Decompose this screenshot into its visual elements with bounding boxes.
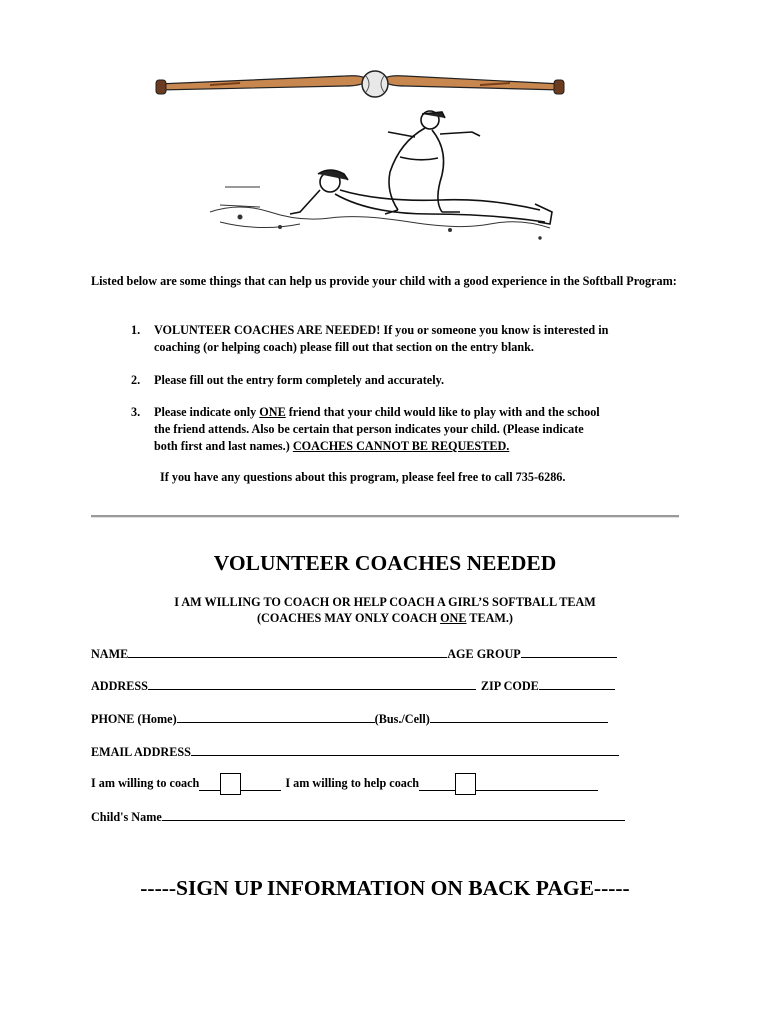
list-item-text: VOLUNTEER COACHES ARE NEEDED! If you or someone you know is interested in [154, 323, 609, 337]
list-item-number: 1. [131, 323, 141, 337]
emphasis-one: ONE [440, 611, 467, 625]
childs-name-field[interactable] [162, 820, 625, 821]
zip-field[interactable] [539, 689, 615, 690]
subheading-text: (COACHES MAY ONLY COACH [257, 611, 441, 625]
emphasis-one: ONE [259, 405, 286, 419]
blank-line [199, 790, 220, 791]
left-bat [158, 76, 365, 90]
list-item-number: 3. [131, 405, 141, 419]
name-row [91, 643, 636, 661]
list-item-text: coaching (or helping coach) please fill out that section on the entry blank. [154, 340, 534, 354]
page-title: VOLUNTEER COACHES NEEDED [213, 551, 557, 575]
signup-banner: -----SIGN UP INFORMATION ON BACK PAGE----- [140, 876, 630, 900]
coach-row [91, 770, 636, 794]
phone-home-label: PHONE (Home) [91, 712, 177, 726]
list-item-text: both first and last names.) [154, 439, 293, 453]
coaches-cannot-be-requested: COACHES CANNOT BE REQUESTED. [292, 439, 510, 453]
dust-cloud [210, 187, 550, 239]
blank-line [241, 790, 281, 791]
bus-cell-field[interactable] [430, 722, 608, 723]
contact-line: If you have any questions about this program, please feel free to call 735-6286. [160, 470, 566, 484]
zip-label: ZIP CODE [480, 679, 539, 693]
right-bat [385, 76, 562, 90]
email-label: EMAIL ADDRESS [91, 745, 191, 759]
blank-line [419, 790, 455, 791]
list-item-text: the friend attends. Also be certain that person indicates your child. (Please indicate [154, 422, 584, 436]
childs-name-label: Child's Name [91, 810, 162, 824]
coach-checkbox[interactable] [220, 773, 241, 795]
list-item-text: Please indicate only [154, 405, 260, 419]
ball [362, 71, 388, 97]
section-divider [91, 515, 679, 518]
coach-label: I am willing to coach [91, 776, 200, 790]
age-group-field[interactable] [521, 657, 617, 658]
address-row [91, 675, 636, 693]
fielder-figure [385, 111, 480, 214]
subheading: I AM WILLING TO COACH OR HELP COACH A GIRL’S SOFTBALL TEAM [174, 595, 596, 609]
intro-paragraph: Listed below are some things that can help us provide your child with a good experience in the Softball Program: [91, 274, 677, 288]
list-item-text: Please fill out the entry form completely and accurately. [154, 373, 445, 387]
help-coach-checkbox[interactable] [455, 773, 476, 795]
phone-home-field[interactable] [177, 722, 375, 723]
childs-name-row [91, 806, 636, 824]
list-item-number: 2. [131, 373, 141, 387]
bus-cell-label: (Bus./Cell) [374, 712, 430, 726]
help-coach-label: I am willing to help coach [285, 776, 420, 790]
email-field[interactable] [191, 755, 619, 756]
age-group-label: AGE GROUP [447, 647, 521, 661]
name-label: NAME [91, 647, 129, 661]
name-field[interactable] [128, 657, 447, 658]
subheading [0, 610, 770, 626]
phone-row [91, 708, 636, 726]
subheading-text: TEAM.) [466, 611, 513, 625]
runner-figure [290, 170, 552, 224]
email-row [91, 741, 636, 759]
list-item-text: friend that your child would like to play with and the school [285, 405, 600, 419]
softball-illustration [150, 62, 570, 244]
address-label: ADDRESS [91, 679, 148, 693]
address-field[interactable] [148, 689, 476, 690]
blank-line [476, 790, 598, 791]
